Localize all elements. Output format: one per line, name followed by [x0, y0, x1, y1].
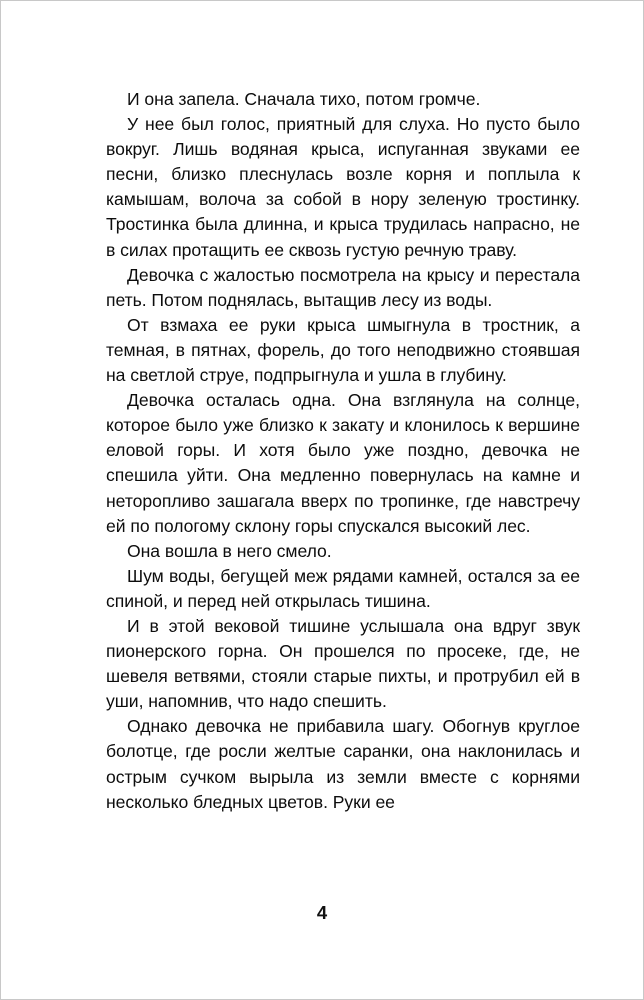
paragraph: От взмаха ее руки крыса шмыгнула в тростник, а темная, в пятнах, форель, до того неподвижно стоявшая на светлой струе, подпрыгнула и ушла в глубину. — [106, 314, 580, 386]
paragraph: У нее был голос, приятный для слуха. Но пусто было вокруг. Лишь водяная крыса, испуганная звуками ее песни, близко плеснулась возле корня и поплыла к камышам, волоча за собой в нору зеленую тростинку. Тростинка была длинна, и крыса трудилась напрасно, не в силах протащить ее сквозь густую речную траву. — [106, 114, 580, 260]
paragraph: Шум воды, бегущей меж рядами камней, остался за ее спиной, и перед ней открылась тишина. — [106, 565, 580, 611]
paragraph: И она запела. Сначала тихо, потом громче. — [127, 89, 481, 109]
paragraph: Девочка с жалостью посмотрела на крысу и перестала петь. Потом поднялась, вытащив лесу из воды. — [106, 264, 580, 310]
paragraph: Однако девочка не прибавила шагу. Обогнув круглое болотце, где росли желтые саранки, она наклонилась и острым сучком вырыла из земли вместе с корнями несколько бледных цветов. Руки ее — [106, 716, 580, 812]
paragraph: Девочка осталась одна. Она взглянула на солнце, которое было уже близко к закату и клонилось к вершине еловой горы. И хотя было уже поздно, девочка не спешила уйти. Она медленно повернулась на камне и неторопливо зашагала вверх по тропинке, где навстречу ей по пологому склону горы спускался высокий лес. — [106, 390, 580, 536]
body-text-block — [106, 87, 580, 815]
page-number: 4 — [316, 902, 328, 923]
paragraph: Она вошла в него смело. — [127, 540, 332, 561]
paragraph: И в этой вековой тишине услышала она вдруг звук пионерского горна. Он прошелся по просеке, где, не шевеля ветвями, стояли старые пихты, и протрубил ей в уши, напомнив, что надо спешить. — [106, 615, 580, 712]
